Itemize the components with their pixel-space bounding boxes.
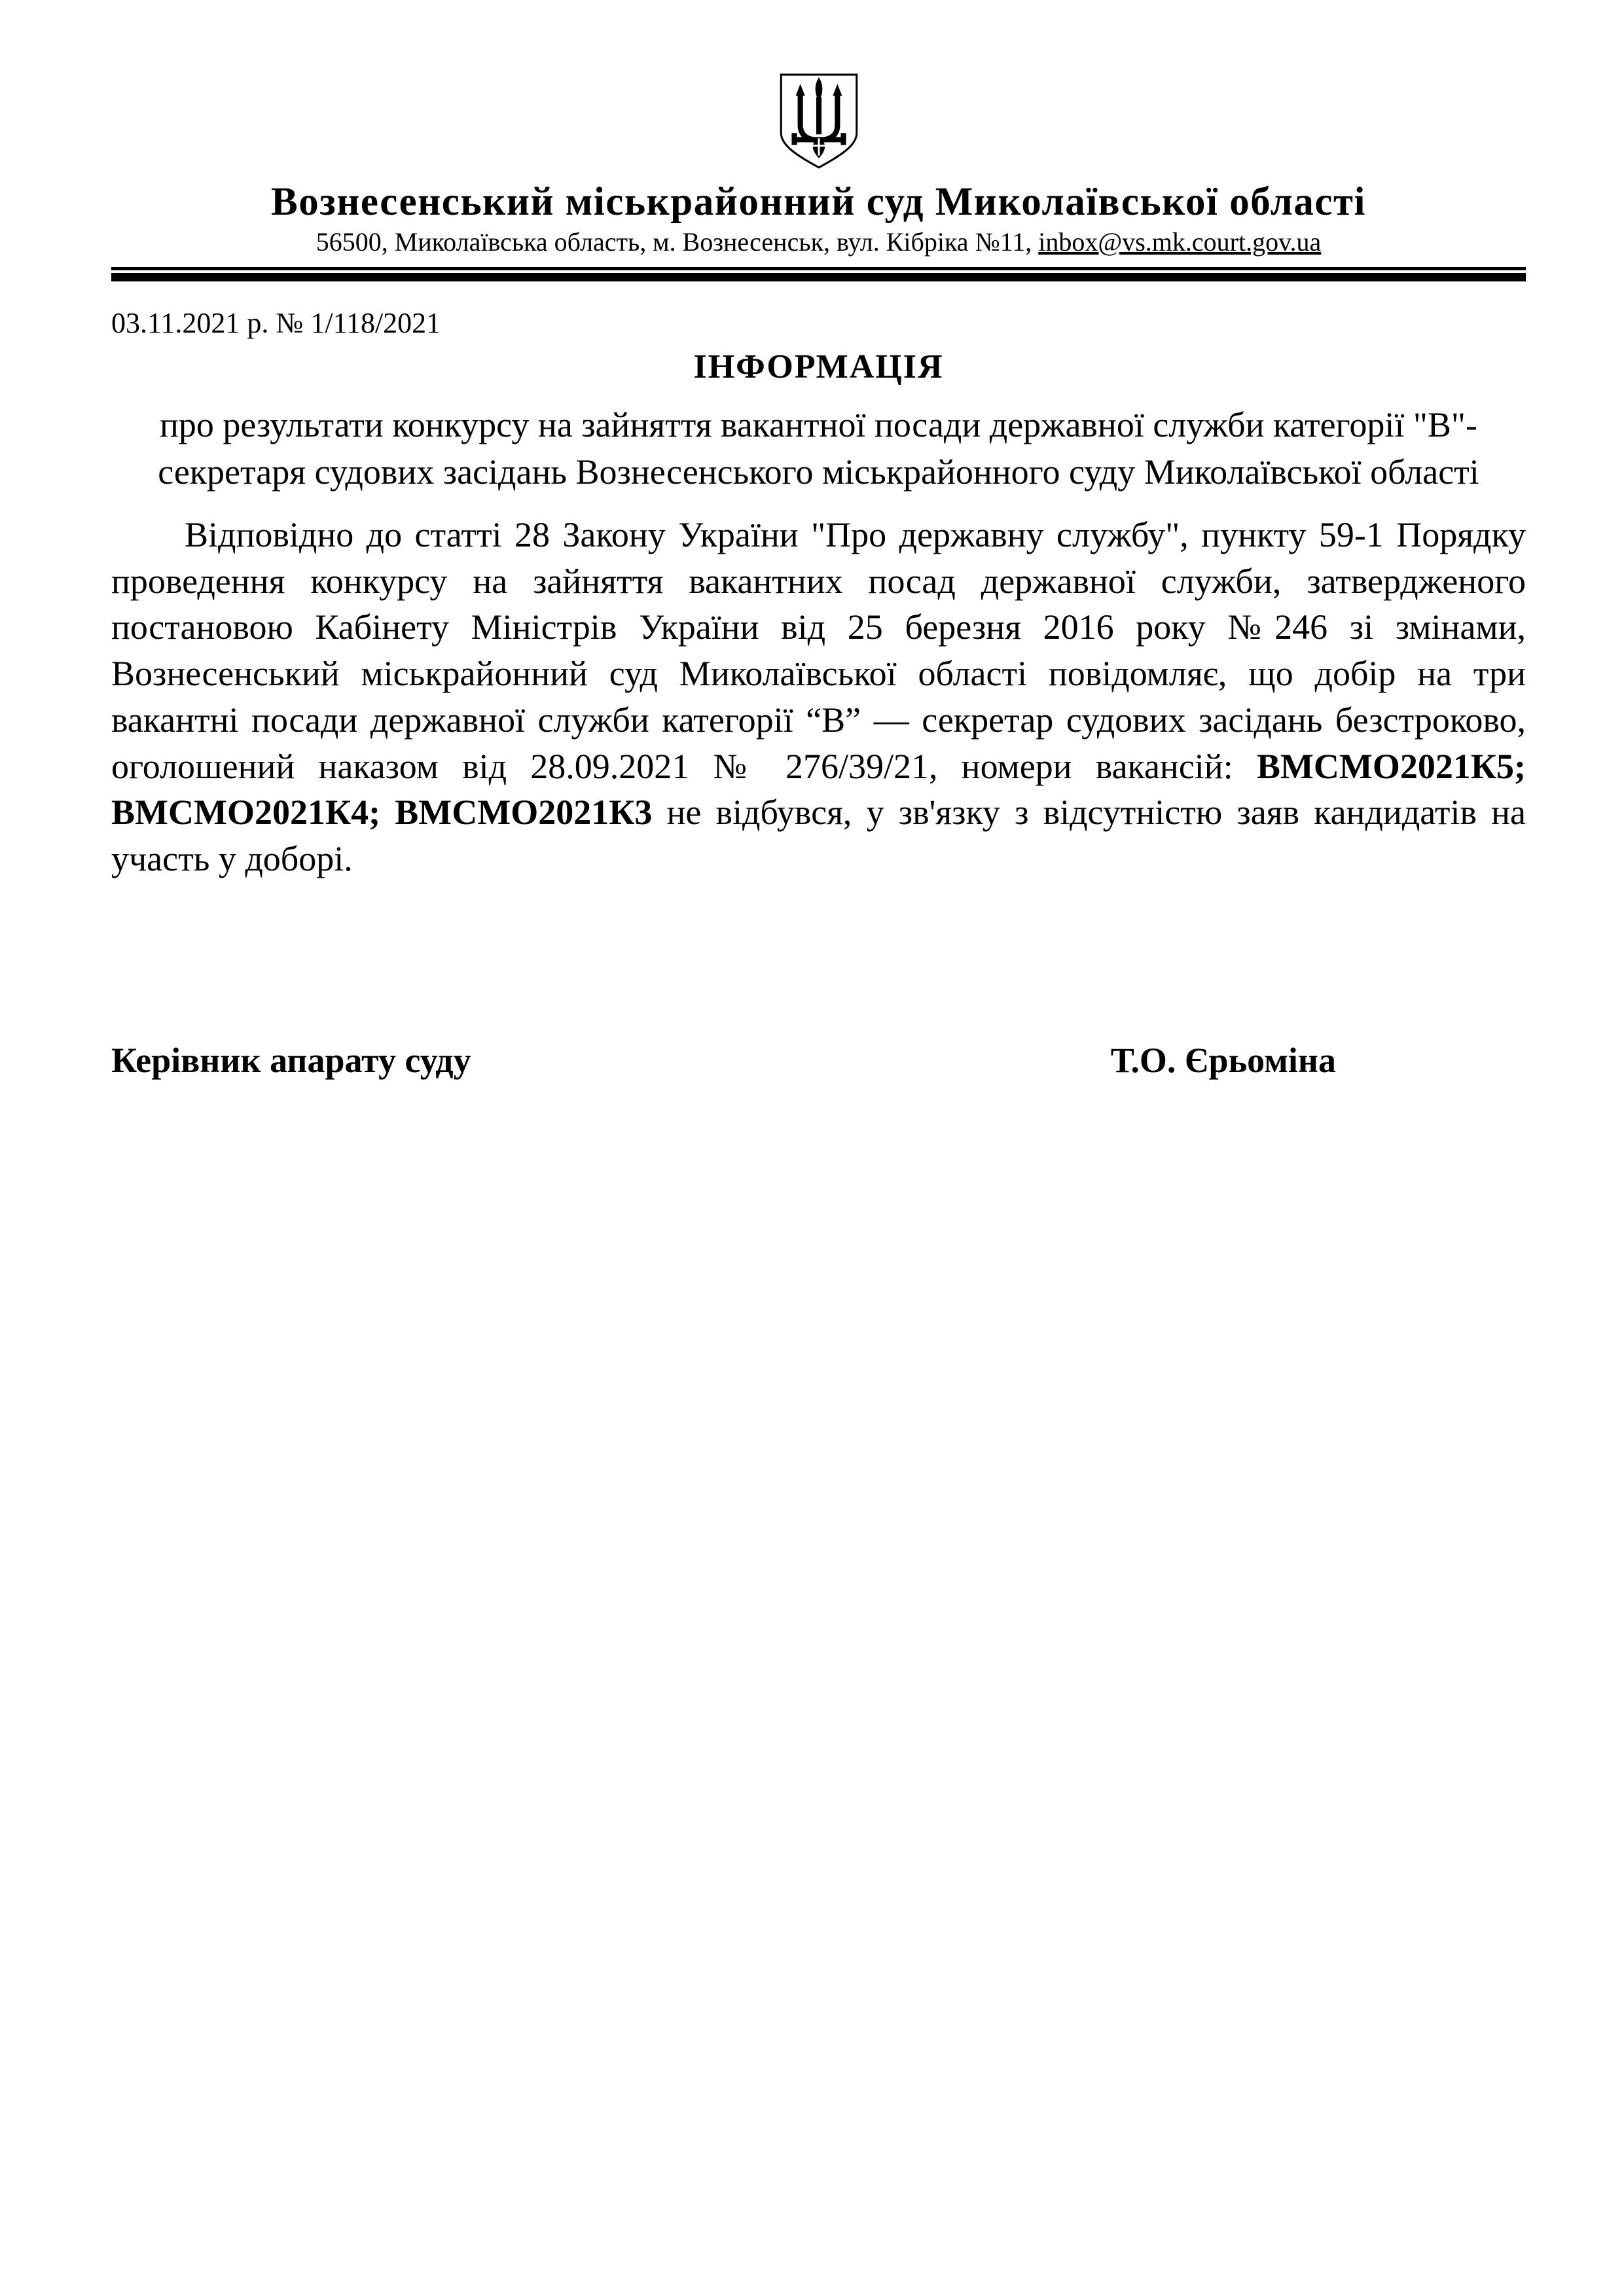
body-paragraph (111, 512, 1526, 882)
court-name-heading: Вознесенський міськрайонний суд Миколаївської області (271, 180, 1366, 224)
reference-date-number-line: 03.11.2021 р. № 1/118/2021 (111, 307, 441, 340)
divider-thick-rule (111, 273, 1526, 281)
vacancy-codes: ВМСМО2021К5; ВМСМО2021К4; ВМСМО2021К3 (111, 746, 1526, 833)
body-text-before-codes: Відповідно до статті 28 Закону України "Про державну службу", пункту 59-1 Порядку проведення конкурсу на зайняття вакантних посад державної служби, затвердженого постановою Кабінету Міністрів України від 25 березня 2016 року №246 зі змінами, Вознесенський міськрайонний суд Миколаївської області повідомляє, що добір на три вакантні посади державної служби категорії “В” — секретар судових засідань безстроково, оголошений наказом від 28.09.2021 № 276/39/21, номери вакансій: (111, 514, 1526, 786)
coat-of-arms-ukraine-icon (776, 71, 862, 171)
body-text-after-codes: не відбувся, у зв'язку з відсутністю заяв кандидатів на участь у доборі. (111, 793, 1526, 879)
letterhead-divider (111, 267, 1526, 281)
letterhead-emblem (111, 71, 1526, 171)
court-email-link[interactable]: inbox@vs.mk.court.gov.ua (1038, 227, 1322, 257)
court-address-line (111, 228, 1526, 257)
signature-block (111, 1039, 1526, 1082)
court-address-text: 56500, Миколаївська область, м. Вознесенськ, вул. Кібріка №11, (316, 227, 1032, 257)
divider-thin-rule (111, 267, 1526, 270)
document-title: ІНФОРМАЦІЯ (693, 348, 944, 386)
document-subtitle: про результати конкурсу на зайняття вакантної посади державної служби категорії "В"- секретаря судових засідань Вознесенського міськрайонного суду Миколаївської області (158, 405, 1479, 492)
signature-position-title: Керівник апарату суду (111, 1040, 471, 1080)
signature-name: Т.О. Єрьоміна (1110, 1040, 1336, 1080)
